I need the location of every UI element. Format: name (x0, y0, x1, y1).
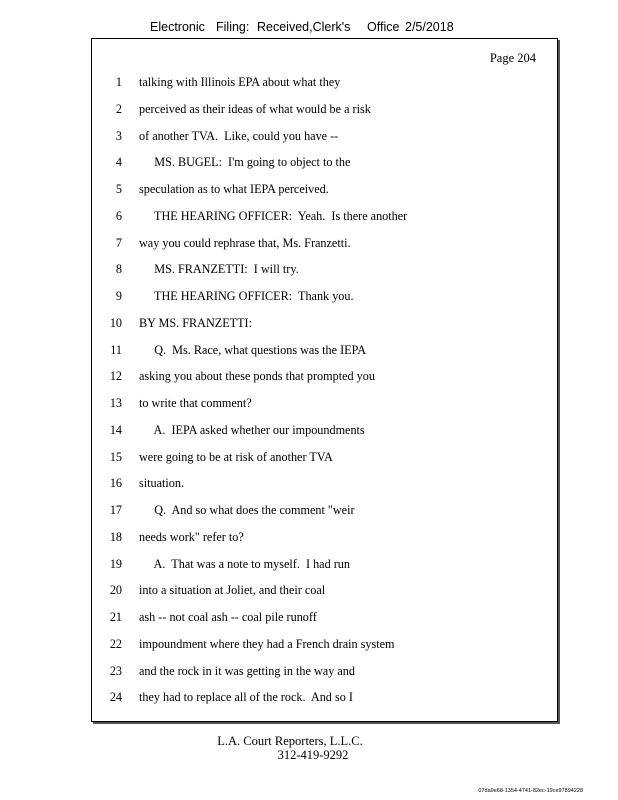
transcript-line (92, 557, 557, 584)
header-word-filing: Filing: (216, 20, 250, 34)
line-number: 9 (115, 289, 122, 303)
line-text: MS. FRANZETTI: I will try. (139, 262, 299, 277)
line-text: situation. (139, 476, 185, 491)
line-number: 2 (115, 101, 122, 116)
header-word-electronic: Electronic (150, 20, 205, 34)
line-number: 22 (109, 636, 122, 651)
line-number: 8 (115, 262, 122, 277)
line-text: Q. And so what does the comment "weir (139, 503, 355, 517)
transcript-line (92, 450, 557, 477)
transcript-line (92, 129, 557, 156)
transcript-line (92, 637, 557, 664)
line-text: MS. BUGEL: I'm going to object to the (139, 155, 351, 170)
line-number: 21 (109, 610, 122, 624)
transcript-line (92, 209, 557, 236)
transcript-line (92, 583, 557, 610)
line-text: BY MS. FRANZETTI: (139, 315, 252, 330)
line-number: 4 (115, 155, 122, 170)
line-text: they had to replace all of the rock. And so I (139, 690, 353, 705)
line-text: A. That was a note to myself. I had run (139, 556, 350, 571)
line-text: Q. Ms. Race, what questions was the IEPA (139, 342, 367, 357)
line-number: 11 (110, 342, 122, 357)
transcript-line (92, 396, 557, 423)
line-text: needs work" refer to? (139, 529, 244, 544)
page-number: Page 204 (489, 51, 536, 65)
line-text: THE HEARING OFFICER: Thank you. (139, 289, 354, 303)
line-text: ash -- not coal ash -- coal pile runoff (139, 610, 317, 624)
line-text: A. IEPA asked whether our impoundments (139, 422, 365, 437)
line-text: asking you about these ponds that prompted you (139, 369, 375, 384)
line-number: 6 (115, 208, 122, 223)
line-number: 19 (109, 556, 122, 571)
transcript-line (92, 289, 557, 316)
line-number: 3 (115, 128, 122, 143)
line-text: into a situation at Joliet, and their coal (139, 583, 326, 598)
transcript-line (92, 530, 557, 557)
line-number: 16 (109, 476, 122, 491)
line-number: 7 (115, 235, 122, 250)
court-reporter-phone: 312-419-9292 (277, 748, 349, 762)
court-reporter-firm: L.A. Court Reporters, L.L.C. (217, 734, 363, 748)
transcript-line (92, 155, 557, 182)
line-text: and the rock in it was getting in the way and (139, 663, 355, 678)
line-number: 18 (109, 529, 122, 544)
line-text: talking with Illinois EPA about what they (139, 75, 341, 89)
line-number: 10 (109, 315, 122, 330)
transcript-line (92, 423, 557, 450)
transcript-line (92, 610, 557, 637)
line-number: 24 (109, 690, 122, 705)
transcript-line (92, 236, 557, 263)
document-hash: 07da9e68-1354-4741-82ec-19ce97894228 (478, 788, 583, 794)
transcript-line (92, 102, 557, 129)
line-number: 13 (109, 396, 122, 410)
transcript-line (92, 262, 557, 289)
header-word-received-clerks: Received,Clerk's (257, 20, 351, 34)
header-date: 2/5/2018 (405, 20, 454, 34)
transcript-line (92, 75, 557, 102)
line-number: 1 (115, 75, 122, 89)
line-text: to write that comment? (139, 396, 252, 410)
transcript-line (92, 343, 557, 370)
transcript-line (92, 476, 557, 503)
transcript-page (91, 38, 558, 722)
line-number: 17 (109, 503, 122, 517)
line-text: impoundment where they had a French drain system (139, 636, 395, 651)
line-text: way you could rephrase that, Ms. Franzetti. (139, 235, 351, 250)
transcript-line (92, 690, 557, 717)
line-number: 12 (109, 369, 122, 384)
line-number: 15 (109, 449, 122, 464)
line-text: of another TVA. Like, could you have -- (139, 128, 339, 143)
line-number: 14 (109, 422, 122, 437)
transcript-line (92, 182, 557, 209)
header-word-office: Office (367, 20, 400, 34)
line-text: speculation as to what IEPA perceived. (139, 182, 329, 196)
line-number: 20 (109, 583, 122, 598)
transcript-line (92, 664, 557, 691)
line-number: 23 (109, 663, 122, 678)
line-text: perceived as their ideas of what would be a risk (139, 101, 371, 116)
line-number: 5 (115, 182, 122, 196)
line-text: were going to be at risk of another TVA (139, 449, 333, 464)
line-text: THE HEARING OFFICER: Yeah. Is there another (139, 208, 408, 223)
transcript-line (92, 503, 557, 530)
transcript-line (92, 369, 557, 396)
transcript-line (92, 316, 557, 343)
